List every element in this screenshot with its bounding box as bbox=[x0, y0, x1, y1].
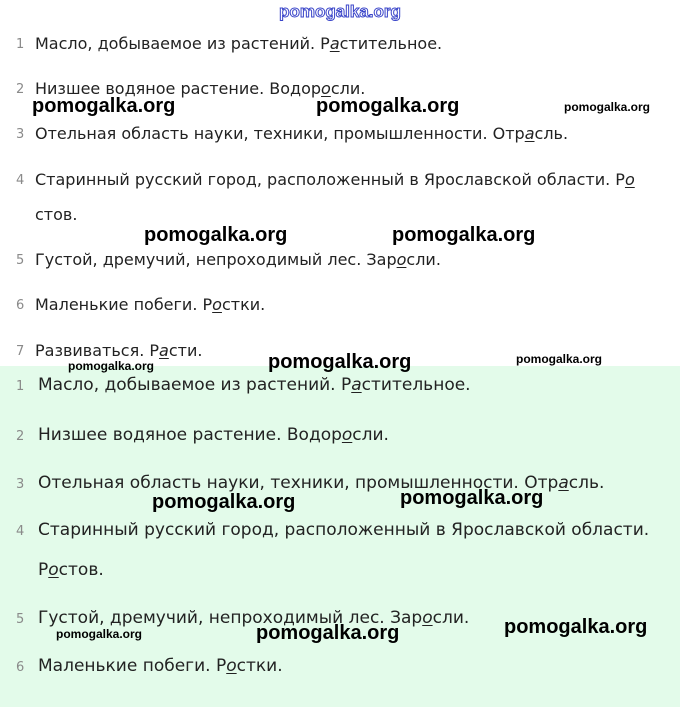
watermark: pomogalka.org bbox=[392, 224, 536, 246]
watermark: pomogalka.org bbox=[564, 100, 651, 114]
top-watermark: pomogalka.org bbox=[279, 2, 401, 21]
watermark: pomogalka.org bbox=[144, 224, 288, 246]
watermark: pomogalka.org bbox=[152, 491, 296, 513]
watermark: pomogalka.org bbox=[268, 351, 412, 373]
watermark: pomogalka.org bbox=[256, 622, 400, 644]
watermark: pomogalka.org bbox=[68, 359, 155, 373]
watermark: pomogalka.org bbox=[32, 95, 176, 117]
watermark: pomogalka.org bbox=[400, 487, 544, 509]
watermark: pomogalka.org bbox=[504, 616, 648, 638]
watermark: pomogalka.org bbox=[516, 352, 603, 366]
watermark: pomogalka.org bbox=[56, 627, 143, 641]
watermark: pomogalka.org bbox=[316, 95, 460, 117]
